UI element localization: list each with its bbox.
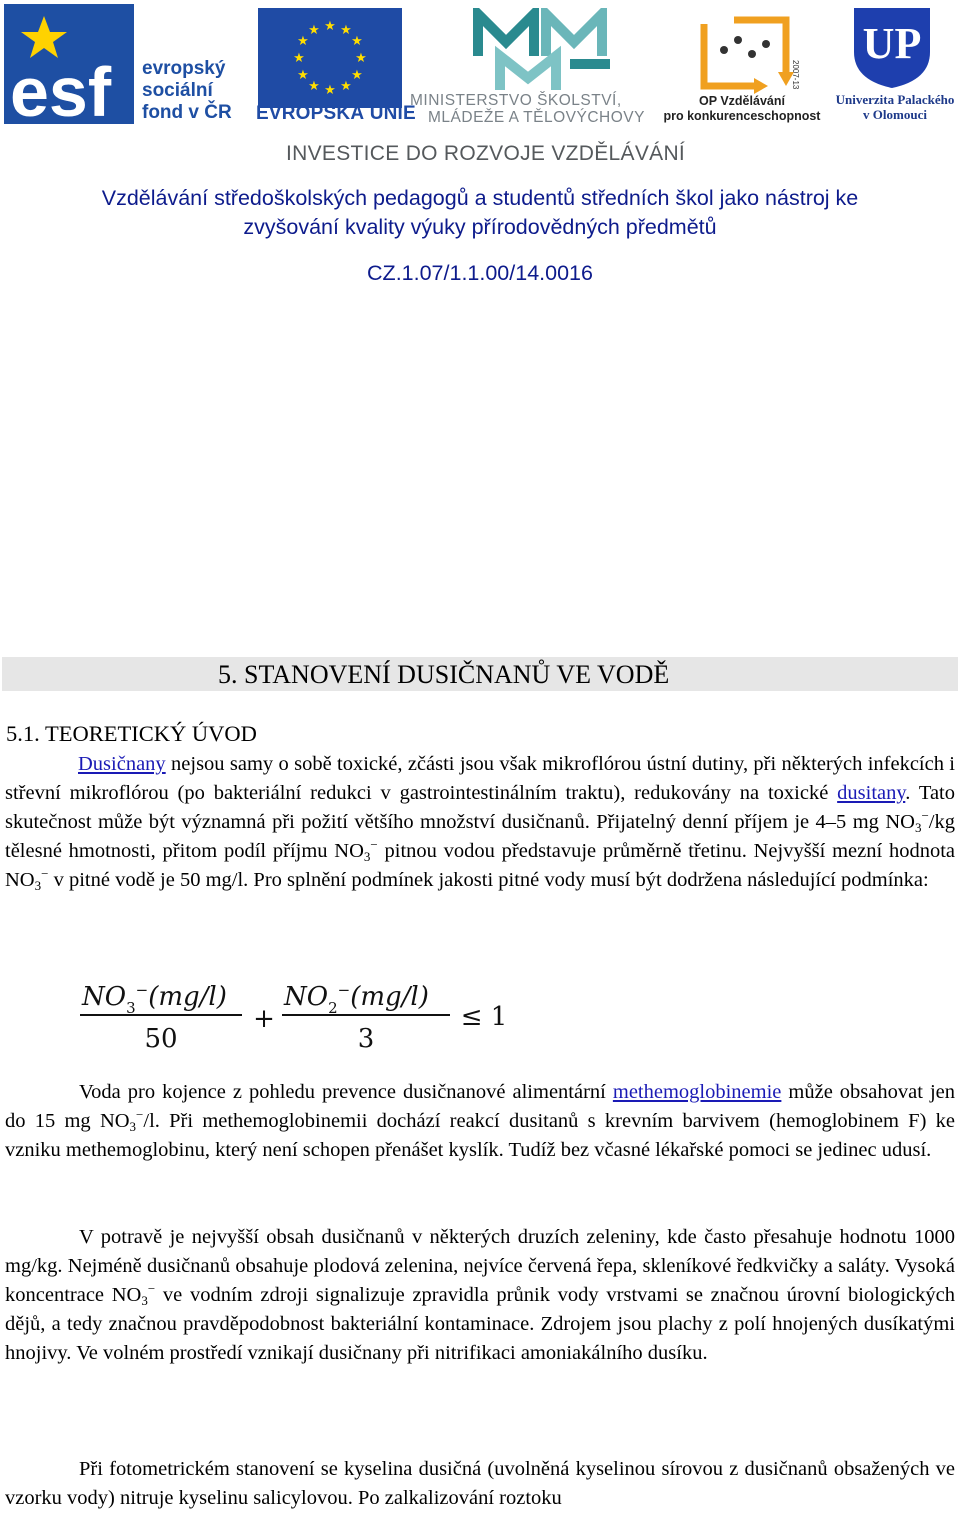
nitrate-formula: $NO_3^-$ bbox=[5, 866, 49, 893]
svg-text:+: + bbox=[253, 1004, 275, 1034]
svg-text:3: 3 bbox=[357, 1024, 375, 1054]
msmt-text: MINISTERSTVO ŠKOLSTVÍ, MLÁDEŽE A TĚLOVÝCHOVY bbox=[410, 92, 645, 126]
paragraph-3: V potravě je nejvyšší obsah dusičnanů v některých druzích zeleniny, kde často přesahuje hodnotu 1000 mg/kg. Nejméně dusičnanů obsahuje plodová zelenina, nejvíce červená řepa, skleníkové ředkvičky a saláty. Vysoká koncentrace $NO_3^-$ ve vodním zdroji signalizuje zpravidla průnik vody vrstvami se značnou úrovní biologických dějů, a tedy značnou pravděpodobnost bakteriální kontaminace. Zdrojem jsou plachy z polí hnojených dusíkatými hnojivy. Ve volném prostředí vznikají dusičnany při nitrifikaci amoniakálního dusíku. bbox=[5, 1226, 955, 1364]
paragraph-2: Voda pro kojence z pohledu prevence dusičnanové alimentární methemoglobinemie může obsahovat jen do 15 mg $NO_3^-/l$. Při methemoglobinemii dochází reakcí dusitanů s krevním barvivem (hemoglobinem F) ke vzniku methemoglobinu, který není schopen přenášet kyslík. Tudíž bez včasné lékařské pomoci se jedinec udusí. bbox=[5, 1081, 955, 1161]
svg-text:★: ★ bbox=[308, 79, 320, 94]
upol-shield-logo bbox=[850, 4, 934, 90]
nitrate-formula: $NO_3^-$ bbox=[334, 837, 378, 864]
svg-text:★: ★ bbox=[297, 34, 309, 49]
logo-header bbox=[0, 0, 960, 170]
nitrate-nitrite-condition-formula bbox=[78, 975, 518, 1055]
op-text: OP Vzdělávání pro konkurenceschopnost bbox=[663, 94, 821, 123]
svg-text:NO2−(mg/l): $NO_2^-(mg/l)$ bbox=[284, 981, 429, 1017]
svg-text:★: ★ bbox=[340, 23, 352, 38]
op-logo bbox=[694, 10, 800, 96]
svg-text:NO3−(mg/l): $NO_3^-(mg/l)$ bbox=[82, 981, 227, 1017]
project-code: CZ.1.07/1.1.00/14.0016 bbox=[367, 261, 593, 285]
svg-text:★: ★ bbox=[351, 68, 363, 83]
upol-text: Univerzita Palackého v Olomouci bbox=[835, 92, 955, 122]
msmt-logo bbox=[470, 8, 620, 94]
investice-banner: INVESTICE DO ROZVOJE VZDĚLÁVÁNÍ bbox=[286, 142, 686, 165]
svg-text:★: ★ bbox=[340, 79, 352, 94]
esf-text: evropský sociální fond v ČR bbox=[142, 58, 232, 123]
svg-text:★: ★ bbox=[351, 34, 363, 49]
svg-text:50: 50 bbox=[144, 1024, 178, 1054]
svg-text:★: ★ bbox=[324, 19, 336, 34]
svg-text:esf: esf bbox=[10, 53, 112, 124]
link-dusitany[interactable]: dusitany bbox=[837, 782, 906, 804]
paragraph-1: Dusičnany nejsou samy o sobě toxické, zčásti jsou však mikroflórou ústní dutiny, při některých infekcích i střevní mikroflórou (po bakteriální redukci v gastrointestinálním traktu), redukovány na toxické dusitany. Tato skutečnost může být významná při požití většího množství dusičnanů. Přijatelný denní příjem je 4–5 mg $NO_3^-/kg$ tělesné hmotnosti, přitom podíl příjmu $NO_3^-$ pitnou vodou představuje průměrně třetinu. Nejvyšší mezní hodnota $NO_3^-$ v pitné vodě je 50 mg/l. Pro splnění podmínek jakosti pitné vody musí být dodržena následující podmínka: bbox=[5, 753, 956, 893]
svg-text:≤ 1: ≤ 1 bbox=[460, 1002, 508, 1032]
paragraph-4: Při fotometrickém stanovení se kyselina dusičná (uvolněná kyselinou sírovou z dusičnanů obsažených ve vzorku vody) nitruje kyselinu salicylovou. Po zalkalizování roztoku bbox=[5, 1458, 955, 1509]
svg-text:★: ★ bbox=[308, 23, 320, 38]
link-methemoglobinemie[interactable]: methemoglobinemie bbox=[612, 1081, 782, 1103]
nitrate-formula: $NO_3^-$ bbox=[99, 1107, 144, 1134]
svg-text:UP: UP bbox=[862, 19, 922, 68]
eu-text: EVROPSKÁ UNIE bbox=[256, 103, 416, 124]
svg-text:★: ★ bbox=[324, 83, 336, 98]
link-dusicnany[interactable]: Dusičnany bbox=[78, 753, 166, 775]
project-title: Vzdělávání středoškolských pedagogů a studentů středních škol jako nástroj ke zvyšování kvality výuky přírodovědných předmětů bbox=[101, 186, 859, 239]
esf-logo bbox=[4, 4, 134, 124]
eu-flag-logo bbox=[258, 8, 402, 108]
svg-text:★: ★ bbox=[293, 51, 305, 66]
nitrate-formula: $NO_3^-$ bbox=[111, 1281, 156, 1308]
nitrate-formula: $NO_3^-$ bbox=[885, 808, 929, 835]
chapter-title: 5. STANOVENÍ DUSIČNANŮ VE VODĚ bbox=[218, 660, 670, 689]
svg-text:2007-13: 2007-13 bbox=[791, 60, 800, 90]
section-title: 5.1. TEORETICKÝ ÚVOD bbox=[6, 721, 257, 746]
svg-text:★: ★ bbox=[355, 51, 367, 66]
svg-text:★: ★ bbox=[297, 68, 309, 83]
